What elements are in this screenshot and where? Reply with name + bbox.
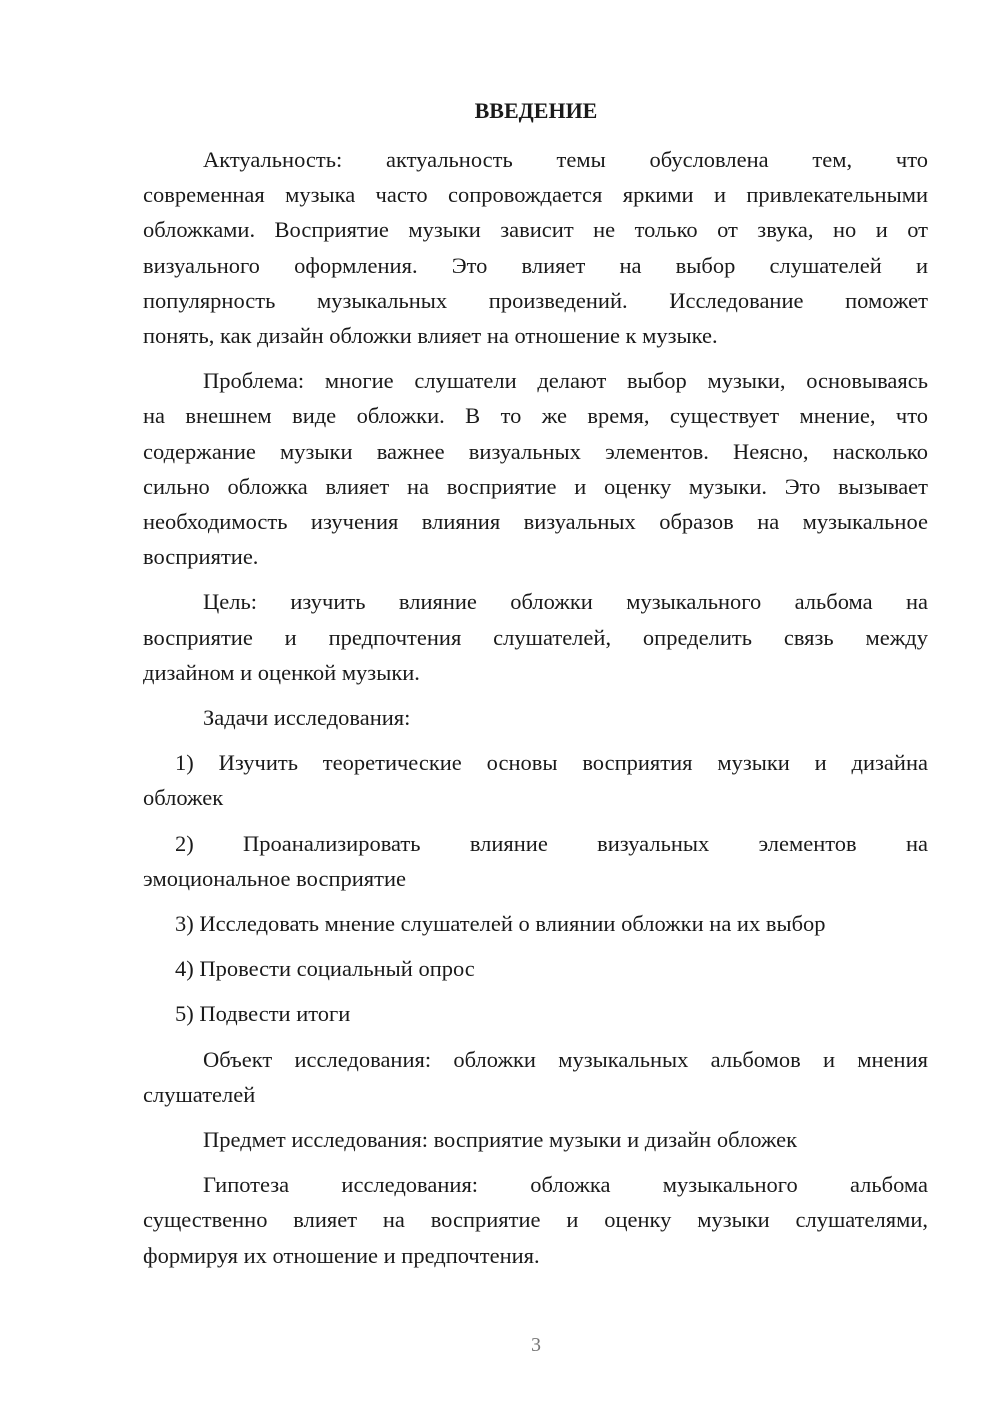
paragraph: [143, 363, 928, 574]
text-line: необходимость изучения влияния визуальных образов на музыкальное: [143, 509, 928, 535]
task-list-item: [143, 906, 928, 941]
text-line: визуального оформления. Это влияет на выбор слушателей и: [143, 252, 928, 278]
text-line: 5) Подвести итоги: [175, 1001, 351, 1027]
text-line: 1) Изучить теоретические основы восприятия музыки и дизайна: [175, 750, 928, 776]
text-line: понять, как дизайн обложки влияет на отношение к музыке.: [143, 323, 718, 349]
text-line: слушателей: [143, 1081, 256, 1107]
text-line: на внешнем виде обложки. В то же время, существует мнение, что: [143, 403, 928, 429]
section-title: ВВЕДЕНИЕ: [474, 98, 598, 123]
text-line: обложками. Восприятие музыки зависит не только от звука, но и от: [143, 217, 928, 243]
text-line: существенно влияет на восприятие и оценку музыки слушателями,: [143, 1207, 928, 1233]
task-list-item: [143, 826, 928, 896]
text-line: восприятие.: [143, 544, 259, 570]
text-line: сильно обложка влияет на восприятие и оценку музыки. Это вызывает: [143, 473, 928, 499]
document-body: [143, 142, 928, 1283]
text-line: Актуальность: актуальность темы обусловлена тем, что: [203, 147, 928, 172]
text-line: популярность музыкальных произведений. Исследование поможет: [143, 287, 928, 313]
task-list-item: [143, 745, 928, 815]
page-number: 3: [531, 1334, 541, 1356]
paragraph: [143, 1122, 928, 1157]
text-line: Задачи исследования:: [203, 705, 411, 731]
text-line: восприятие и предпочтения слушателей, определить связь между: [143, 624, 928, 650]
task-list-item: [143, 951, 928, 986]
text-line: эмоциональное восприятие: [143, 865, 406, 891]
text-line: 4) Провести социальный опрос: [175, 956, 475, 982]
paragraph: [143, 1167, 928, 1273]
text-line: 3) Исследовать мнение слушателей о влиянии обложки на их выбор: [175, 911, 826, 937]
task-list-item: [143, 996, 928, 1031]
text-line: формируя их отношение и предпочтения.: [143, 1242, 540, 1268]
text-line: современная музыка часто сопровождается яркими и привлекательными: [143, 182, 928, 208]
paragraph: [143, 700, 928, 735]
text-line: дизайном и оценкой музыки.: [143, 659, 420, 685]
text-line: Цель: изучить влияние обложки музыкального альбома на: [203, 589, 928, 615]
text-line: 2) Проанализировать влияние визуальных элементов на: [175, 830, 928, 856]
text-line: Предмет исследования: восприятие музыки и дизайн обложек: [203, 1127, 798, 1153]
text-line: содержание музыки важнее визуальных элементов. Неясно, насколько: [143, 438, 928, 464]
paragraph: [143, 1042, 928, 1112]
text-line: Объект исследования: обложки музыкальных альбомов и мнения: [203, 1046, 928, 1072]
paragraph: [143, 584, 928, 690]
text-line: Проблема: многие слушатели делают выбор музыки, основываясь: [203, 368, 928, 394]
paragraph: [143, 142, 928, 353]
text-line: обложек: [143, 785, 224, 811]
text-line: Гипотеза исследования: обложка музыкального альбома: [203, 1172, 928, 1198]
